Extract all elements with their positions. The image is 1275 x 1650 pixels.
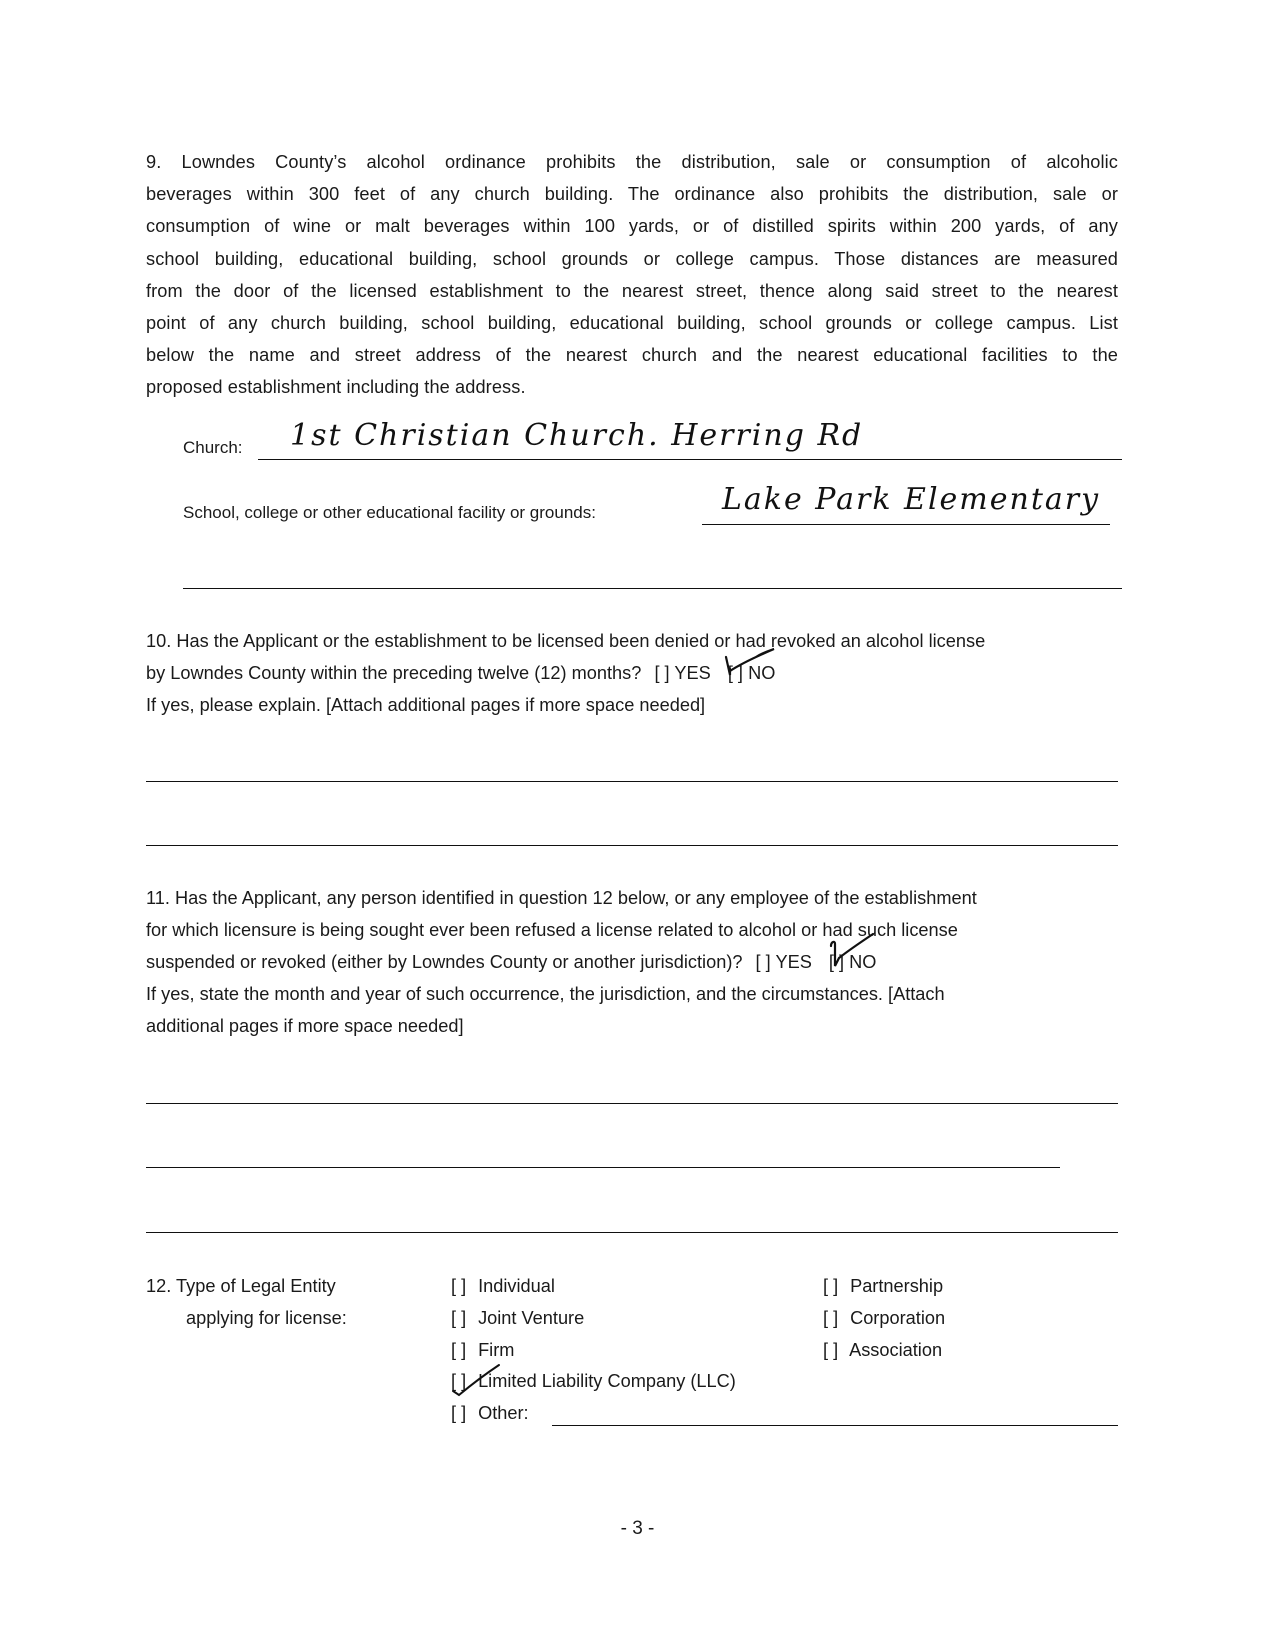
q10-explain-line[interactable] — [146, 845, 1118, 846]
option-label: Other: — [478, 1403, 529, 1423]
church-field-line — [258, 459, 1122, 460]
checkbox[interactable]: [ ] — [451, 1340, 467, 1360]
q9-line: point of any church building, school building, educational building, school grounds or college campus. List — [146, 312, 1118, 333]
q11-explain-line[interactable] — [146, 1232, 1118, 1233]
q10-text-line1: 10. Has the Applicant or the establishment to be licensed been denied or had revoked an alcohol license — [146, 631, 986, 651]
entity-option-llc[interactable] — [451, 1371, 736, 1392]
school-field[interactable]: Lake Park Elementary — [722, 482, 1101, 517]
option-label: Corporation — [850, 1308, 946, 1328]
checkmark-icon — [722, 641, 782, 681]
q12-label-line2: applying for license: — [186, 1308, 347, 1328]
q11-question: suspended or revoked (either by Lowndes County or another jurisdiction)? — [146, 952, 743, 972]
checkbox[interactable]: [ ] — [451, 1371, 467, 1391]
entity-option-firm[interactable] — [451, 1340, 514, 1361]
q11-text-line1: 11. Has the Applicant, any person identified in question 12 below, or any employee of the establishment — [146, 888, 977, 908]
q10-yes-label: YES — [674, 663, 711, 683]
q11-yes-label: YES — [775, 952, 812, 972]
q11-explain-prompt-cont: additional pages if more space needed] — [146, 1016, 464, 1036]
q9-line: school building, educational building, school grounds or college campus. Those distances are measured — [146, 248, 1118, 269]
q11-text-line2: for which licensure is being sought ever been refused a license related to alcohol or had such license — [146, 920, 958, 940]
church-field[interactable]: 1st Christian Church. Herring Rd — [290, 418, 864, 453]
checkmark-icon — [825, 928, 885, 972]
q9-line: consumption of wine or malt beverages within 100 yards, or of distilled spirits within 200 yards, of any — [146, 216, 1118, 237]
checkbox[interactable]: [ ] — [823, 1340, 839, 1360]
option-label: Firm — [478, 1340, 515, 1360]
entity-option-corporation[interactable] — [823, 1308, 945, 1329]
checkbox[interactable]: [ ] — [823, 1276, 839, 1296]
option-label: Limited Liability Company (LLC) — [478, 1371, 736, 1391]
option-label: Joint Venture — [478, 1308, 585, 1328]
entity-option-joint-venture[interactable] — [451, 1308, 584, 1329]
entity-option-association[interactable] — [823, 1340, 942, 1361]
q11-no-checkbox[interactable]: [ ] — [829, 952, 849, 972]
q10-yes-checkbox[interactable]: [ ] — [654, 663, 670, 683]
checkbox[interactable]: [ ] — [823, 1308, 839, 1328]
q9-paragraph — [146, 146, 1118, 404]
option-label: Association — [849, 1340, 943, 1360]
q11-explain-line[interactable] — [146, 1103, 1118, 1104]
q9-line: 9. Lowndes County’s alcohol ordinance prohibits the distribution, sale or consumption of alcoholic — [146, 152, 1118, 172]
q9-line: proposed establishment including the address. — [146, 377, 526, 398]
school-label: School, college or other educational facility or grounds: — [183, 503, 596, 522]
entity-option-other[interactable] — [451, 1403, 529, 1424]
page-number: - 3 - — [620, 1518, 655, 1539]
q11-explain-line[interactable] — [146, 1167, 1060, 1168]
other-entity-line[interactable] — [552, 1425, 1118, 1426]
checkbox[interactable]: [ ] — [451, 1276, 467, 1296]
q10-text-line2 — [146, 663, 775, 684]
entity-option-partnership[interactable] — [823, 1276, 943, 1297]
option-label: Partnership — [850, 1276, 944, 1296]
q9-line: below the name and street address of the nearest church and the nearest educational facilities to the — [146, 345, 1118, 366]
checkmark-icon — [451, 1361, 511, 1401]
q11-text-line3 — [146, 952, 876, 973]
q10-explain-prompt: If yes, please explain. [Attach additional pages if more space needed] — [146, 695, 706, 715]
q9-line: from the door of the licensed establishment to the nearest street, thence along said street to the nearest — [146, 280, 1118, 301]
address-blank-line[interactable] — [183, 588, 1122, 589]
q11-no-label: NO — [849, 952, 877, 972]
school-field-line — [702, 524, 1110, 525]
q11-yes-checkbox[interactable]: [ ] — [755, 952, 771, 972]
option-label: Individual — [478, 1276, 555, 1296]
q11-explain-prompt: If yes, state the month and year of such occurrence, the jurisdiction, and the circumstances. [Attach — [146, 984, 945, 1004]
q10-question: by Lowndes County within the preceding twelve (12) months? — [146, 663, 642, 683]
checkbox[interactable]: [ ] — [451, 1403, 467, 1423]
q10-no-checkbox[interactable]: [ ] — [728, 663, 748, 683]
checkbox[interactable]: [ ] — [451, 1308, 467, 1328]
q10-explain-line[interactable] — [146, 781, 1118, 782]
q12-label-line1: 12. Type of Legal Entity — [146, 1276, 336, 1296]
entity-option-individual[interactable] — [451, 1276, 555, 1297]
q10-no-label: NO — [748, 663, 776, 683]
q9-line: beverages within 300 feet of any church building. The ordinance also prohibits the distribution, sale or — [146, 184, 1118, 205]
church-label: Church: — [183, 438, 243, 457]
